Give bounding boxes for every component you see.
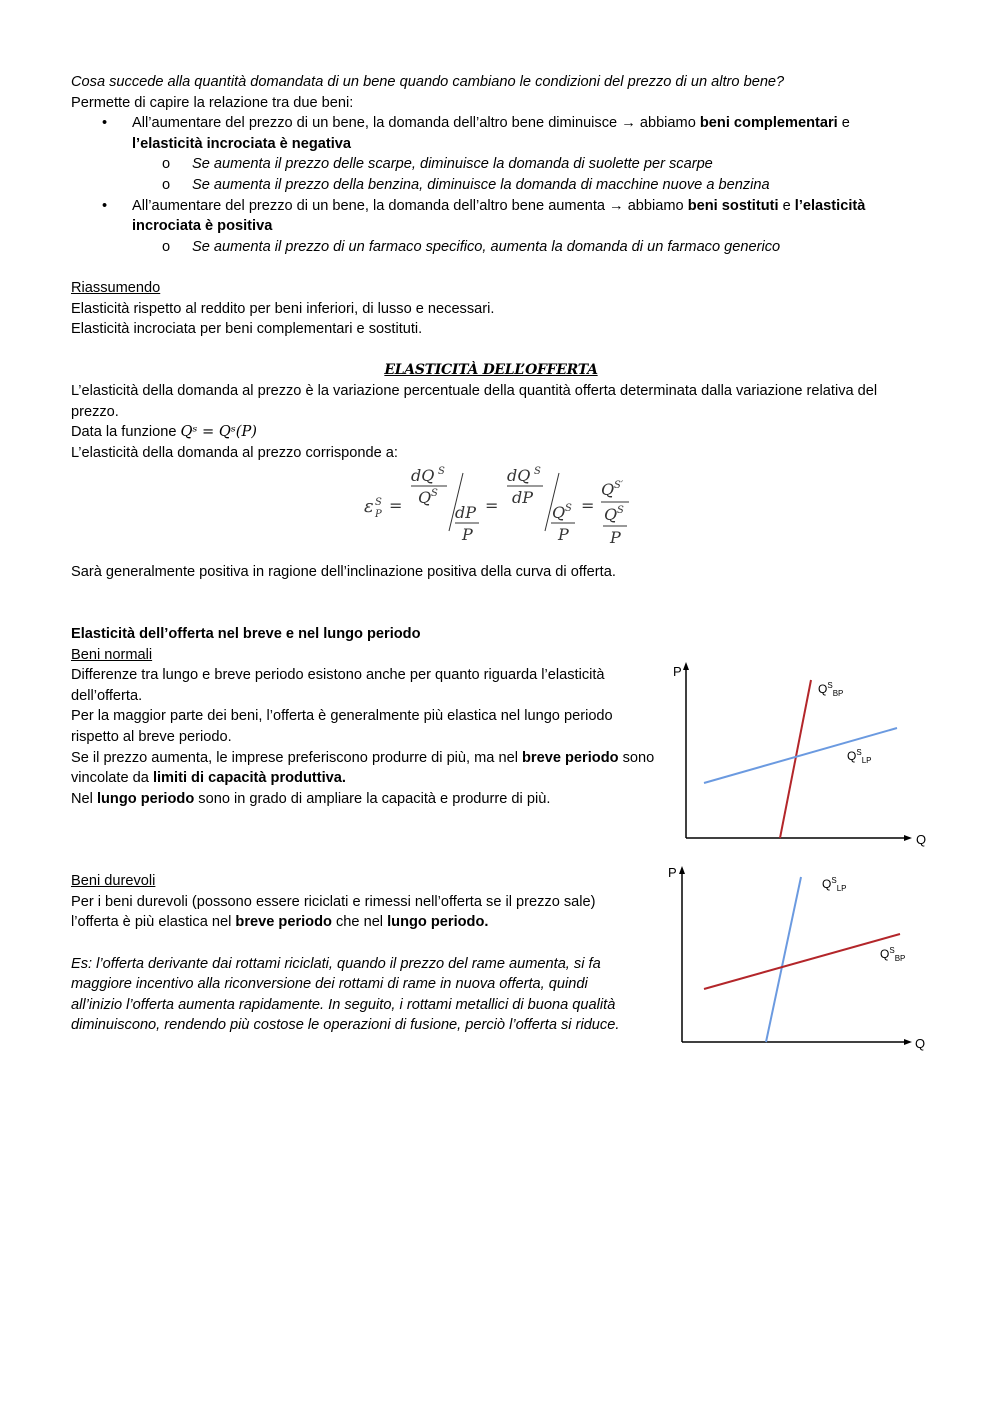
function-math: Qˢ = Qˢ(P) [180,423,258,441]
chart-beni-durevoli [664,862,939,1059]
paragraph [71,789,656,810]
bullet-bold: l’elasticità incrociata è negativa [132,135,352,152]
bold-run: breve periodo [522,749,619,766]
bullet-list [71,113,911,257]
subsection-title [71,624,911,645]
summary-line: Elasticità incrociata per beni complementari e sostituti. [71,321,423,338]
text-run: Se il prezzo aumenta, le imprese preferiscono produrre di più, ma nel [71,749,523,766]
sub-list [132,237,911,258]
list-item [71,113,911,195]
example-paragraph: Es: l’offerta derivante dai rottami riciclati, quando il prezzo del rame aumenta, si fa maggiore incentivo alla riconversione dei rottami di rame in nuova offerta, quindi all’inizio l’offerta aumenta rapidamente. In seguito, i rottami metallici di buona qualità diminuiscono, rendendo più costose le operazioni di fusione, perciò l’offerta si riduce. [71,955,620,1034]
function-line [71,422,911,443]
supply-curve-lp [766,877,801,1042]
svg-text:Q: Q [552,503,566,523]
bullet-text: All’aumentare del prezzo di un bene, la domanda dell’altro bene aumenta → abbiamo [132,197,688,214]
svg-text:S: S [375,497,382,509]
svg-text:Q: Q [418,488,432,508]
chart-normali-svg [668,660,938,850]
sub-list-item: o Se aumenta il prezzo delle scarpe, diminuisce la domanda di suolette per scarpe [132,154,911,175]
y-axis-label: P [668,865,677,880]
bullet-bold: beni complementari [699,115,838,132]
formula-graphic [71,465,911,560]
svg-text:S: S [438,466,445,478]
sub-list-item: o Se aumenta il prezzo della benzina, diminuisce la domanda di macchine nuove a benzina [132,175,911,196]
svg-text:P: P [610,528,621,548]
svg-text:S′: S′ [614,480,624,492]
corresponds-text: L’elasticità della domanda al prezzo corrisponde a: [71,444,398,461]
bold-run: breve periodo [235,914,332,931]
bullet-bold: beni sostituti [687,197,779,214]
summary-title: Riassumendo [71,279,161,296]
normali-title: Beni normali [71,646,153,663]
y-axis-arrow [679,866,685,874]
paragraph [71,892,641,933]
text-run: Per i beni durevoli (possono essere riciclati e rimessi nell’offerta se il prezzo sale) l’offerta è più elastica nel [71,893,596,931]
bold-run: lungo periodo. [387,914,489,931]
svg-text:S: S [617,505,624,517]
svg-text:Q: Q [604,505,618,525]
list-item [71,196,911,258]
svg-text:P: P [375,509,382,521]
y-axis-arrow [683,662,689,670]
durevoli-text [71,892,641,1036]
intro-relation: Permette di capire la relazione tra due beni: [71,94,354,111]
intro-question: Cosa succede alla quantità domandata di un bene quando cambiano le condizioni del prezzo di un altro bene? [71,74,785,90]
svg-text:dQ: dQ [411,466,435,486]
svg-text:dP: dP [455,503,477,523]
svg-text:QSLP: $Q^S_{LP}$ [822,876,847,893]
durevoli-title: Beni durevoli [71,873,156,890]
function-prefix: Data la funzione [71,424,181,441]
svg-text:dP: dP [512,488,534,508]
svg-text:dQ: dQ [507,466,531,486]
elasticity-formula [71,465,911,560]
svg-text:=: = [485,496,499,516]
sub-list [132,154,911,195]
svg-text:QSBP: $Q^S_{BP}$ [880,946,906,963]
y-axis-label: P [673,664,682,679]
paragraph [71,748,656,789]
svg-text:Q: Q [601,480,615,500]
svg-text:QSBP: $Q^S_{BP}$ [818,681,844,698]
svg-text:=: = [389,496,403,516]
svg-text:QSLP: $Q^S_{LP}$ [847,748,872,765]
label-bp [880,946,905,963]
normali-text [71,665,656,809]
svg-text:S: S [431,488,438,500]
x-axis-arrow [904,835,912,841]
subsection-title-text: Elasticità dell’offerta nel breve e nel lungo periodo [71,626,421,643]
bullet-text: e [837,115,850,132]
paragraph: Per la maggior parte dei beni, l’offerta è generalmente più elastica nel lungo periodo rispetto al breve periodo. [71,708,613,746]
bold-run: limiti di capacità produttiva. [152,770,346,787]
bold-run: lungo periodo [96,790,195,807]
supply-curve-bp [704,934,900,989]
svg-text:P: P [558,525,569,545]
chart-durevoli-svg [664,862,939,1052]
svg-text:ε: ε [364,496,374,518]
text-run: Nel [71,790,97,807]
x-axis-arrow [904,1039,912,1045]
bullet-bold: l’elasticità incrociata è positiva [132,197,866,235]
text-run: sono vincolate da [71,749,655,787]
svg-text:P: P [462,525,473,545]
definition-text: L’elasticità della domanda al prezzo è la variazione percentuale della quantità offerta determinata dalla variazione relativa del prezzo. [71,382,878,420]
paragraph: Differenze tra lungo e breve periodo esistono anche per quanto riguarda l’elasticità dell’offerta. [71,667,605,704]
text-run: sono in grado di ampliare la capacità e produrre di più. [194,790,551,807]
svg-text:S: S [534,466,541,478]
positive-text: Sarà generalmente positiva in ragione dell’inclinazione positiva della curva di offerta. [71,564,616,581]
section-heading: ELASTICITÀ DELL’OFFERTA [384,362,598,379]
sub-list-item: o Se aumenta il prezzo di un farmaco specifico, aumenta la domanda di un farmaco generico [132,237,911,258]
bullet-text: All’aumentare del prezzo di un bene, la domanda dell’altro bene diminuisce → abbiamo [132,115,700,132]
svg-text:=: = [581,496,595,516]
svg-text:S: S [565,503,572,515]
label-lp [847,748,871,765]
bullet-text: e [778,197,795,214]
x-axis-label: Q [915,1036,926,1051]
label-bp [818,681,843,698]
text-run: che nel [331,914,388,931]
chart-beni-normali [668,660,938,857]
summary-line: Elasticità rispetto al reddito per beni inferiori, di lusso e necessari. [71,300,495,317]
label-lp [822,876,846,893]
x-axis-label: Q [916,832,927,847]
